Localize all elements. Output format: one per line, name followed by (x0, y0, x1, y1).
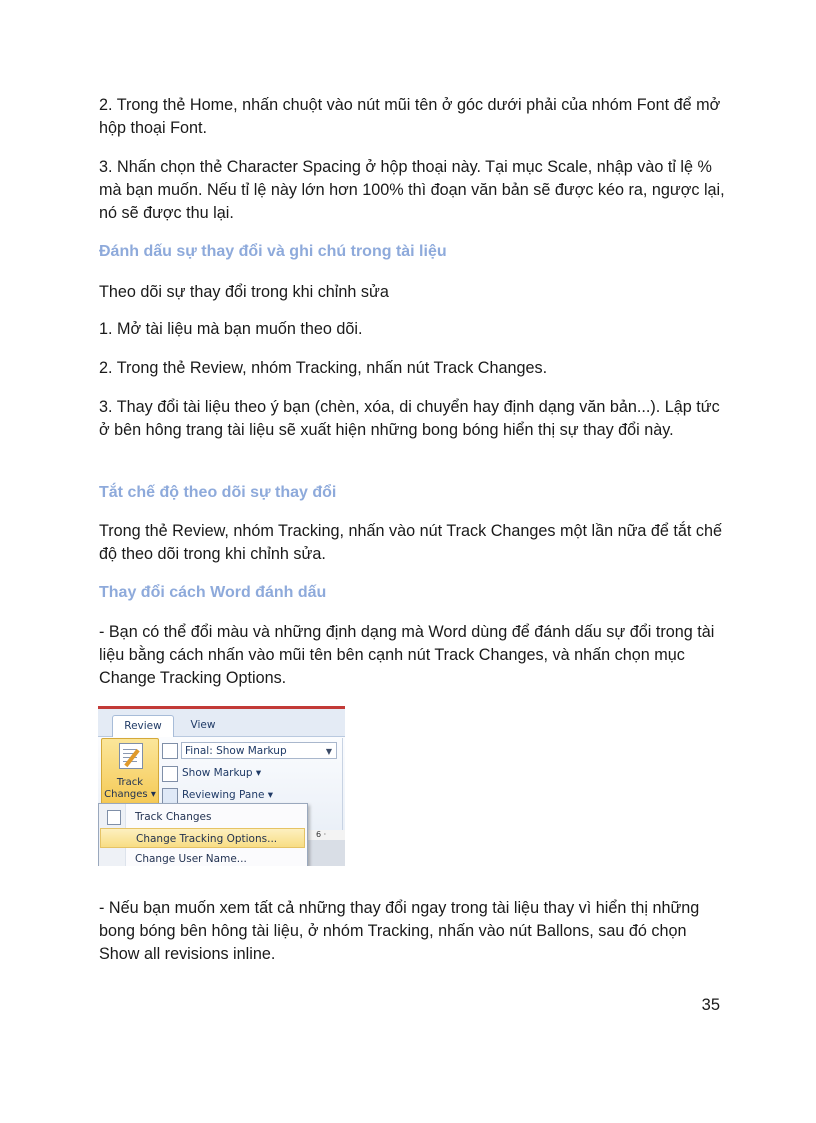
reviewing-pane-button[interactable]: Reviewing Pane ▾ (182, 789, 274, 801)
menu-item-track-changes[interactable] (100, 807, 305, 827)
track-changes-small-icon (107, 810, 121, 825)
menu-item-change-user-name-label: Change User Name... (135, 853, 247, 865)
paragraph-character-spacing: 3. Nhấn chọn thẻ Character Spacing ở hộp thoại này. Tại mục Scale, nhập vào tỉ lệ % mà bạn muốn. Nếu tỉ lệ này lớn hơn 100% thì đoạn văn bản sẽ được kéo ra, ngược lại, nó sẽ được thu lại. (99, 158, 725, 222)
paragraph-font-dialog: 2. Trong thẻ Home, nhấn chuột vào nút mũi tên ở góc dưới phải của nhóm Font để mở hộp thoại Font. (99, 96, 721, 137)
paragraph-step-3: 3. Thay đổi tài liệu theo ý bạn (chèn, xóa, di chuyển hay định dạng văn bản...). Lập tức ở bên hông trang tài liệu sẽ xuất hiện những bong bóng hiển thị sự thay đổi này. (99, 398, 720, 439)
show-markup-icon (162, 766, 178, 782)
track-changes-button[interactable] (101, 738, 159, 806)
menu-item-change-user-name[interactable] (100, 849, 305, 866)
track-button-label-line2[interactable]: Changes ▾ (104, 789, 156, 800)
paragraph-track-intro: Theo dõi sự thay đổi trong khi chỉnh sửa (99, 283, 389, 301)
display-for-review-icon (162, 743, 178, 759)
menu-item-track-changes-label: Track Changes (135, 811, 212, 823)
heading-turn-off-tracking: Tắt chế độ theo dõi sự thay đổi (99, 484, 337, 501)
track-button-label-line1: Track (116, 777, 144, 788)
menu-item-change-tracking-options[interactable] (100, 828, 305, 848)
ruler (306, 830, 345, 840)
paragraph-step-1: 1. Mở tài liệu mà bạn muốn theo dõi. (99, 320, 363, 338)
display-for-review-value: Final: Show Markup (185, 745, 287, 757)
ribbon-group-divider (342, 738, 343, 833)
paragraph-change-colors: - Bạn có thể đổi màu và những định dạng mà Word dùng để đánh dấu sự đổi trong tài liệu bằng cách nhấn vào mũi tên bên cạnh nút Track Changes, và nhấn chọn mục Change Tracking Options. (99, 623, 715, 687)
reviewing-pane-icon (162, 788, 178, 804)
page-number: 35 (701, 996, 720, 1014)
ruler-label: 6 · (316, 830, 327, 839)
show-markup-button[interactable]: Show Markup ▾ (182, 767, 262, 779)
chevron-down-icon: ▼ (325, 747, 332, 756)
paragraph-turn-off: Trong thẻ Review, nhóm Tracking, nhấn vào nút Track Changes một lần nữa để tắt chế độ theo dõi trong khi chỉnh sửa. (99, 522, 723, 563)
heading-track-changes: Đánh dấu sự thay đổi và ghi chú trong tài liệu (99, 243, 447, 260)
word-ribbon-screenshot (98, 706, 345, 866)
document-area (306, 840, 345, 866)
ribbon-tab-bar (98, 709, 345, 737)
menu-item-change-tracking-options-label: Change Tracking Options... (136, 833, 278, 845)
tab-review[interactable]: Review (112, 715, 174, 738)
display-for-review-select[interactable] (181, 742, 337, 759)
paragraph-balloons: - Nếu bạn muốn xem tất cả những thay đổi ngay trong tài liệu thay vì hiển thị những bong bóng bên hông tài liệu, ở nhóm Tracking, nhấn vào nút Ballons, sau đó chọn Show all revisions inline. (99, 899, 700, 963)
track-changes-dropdown-menu (98, 803, 308, 866)
paragraph-step-2: 2. Trong thẻ Review, nhóm Tracking, nhấn nút Track Changes. (99, 359, 548, 377)
heading-change-markup: Thay đổi cách Word đánh dấu (99, 584, 327, 601)
tab-view[interactable]: View (190, 719, 216, 731)
